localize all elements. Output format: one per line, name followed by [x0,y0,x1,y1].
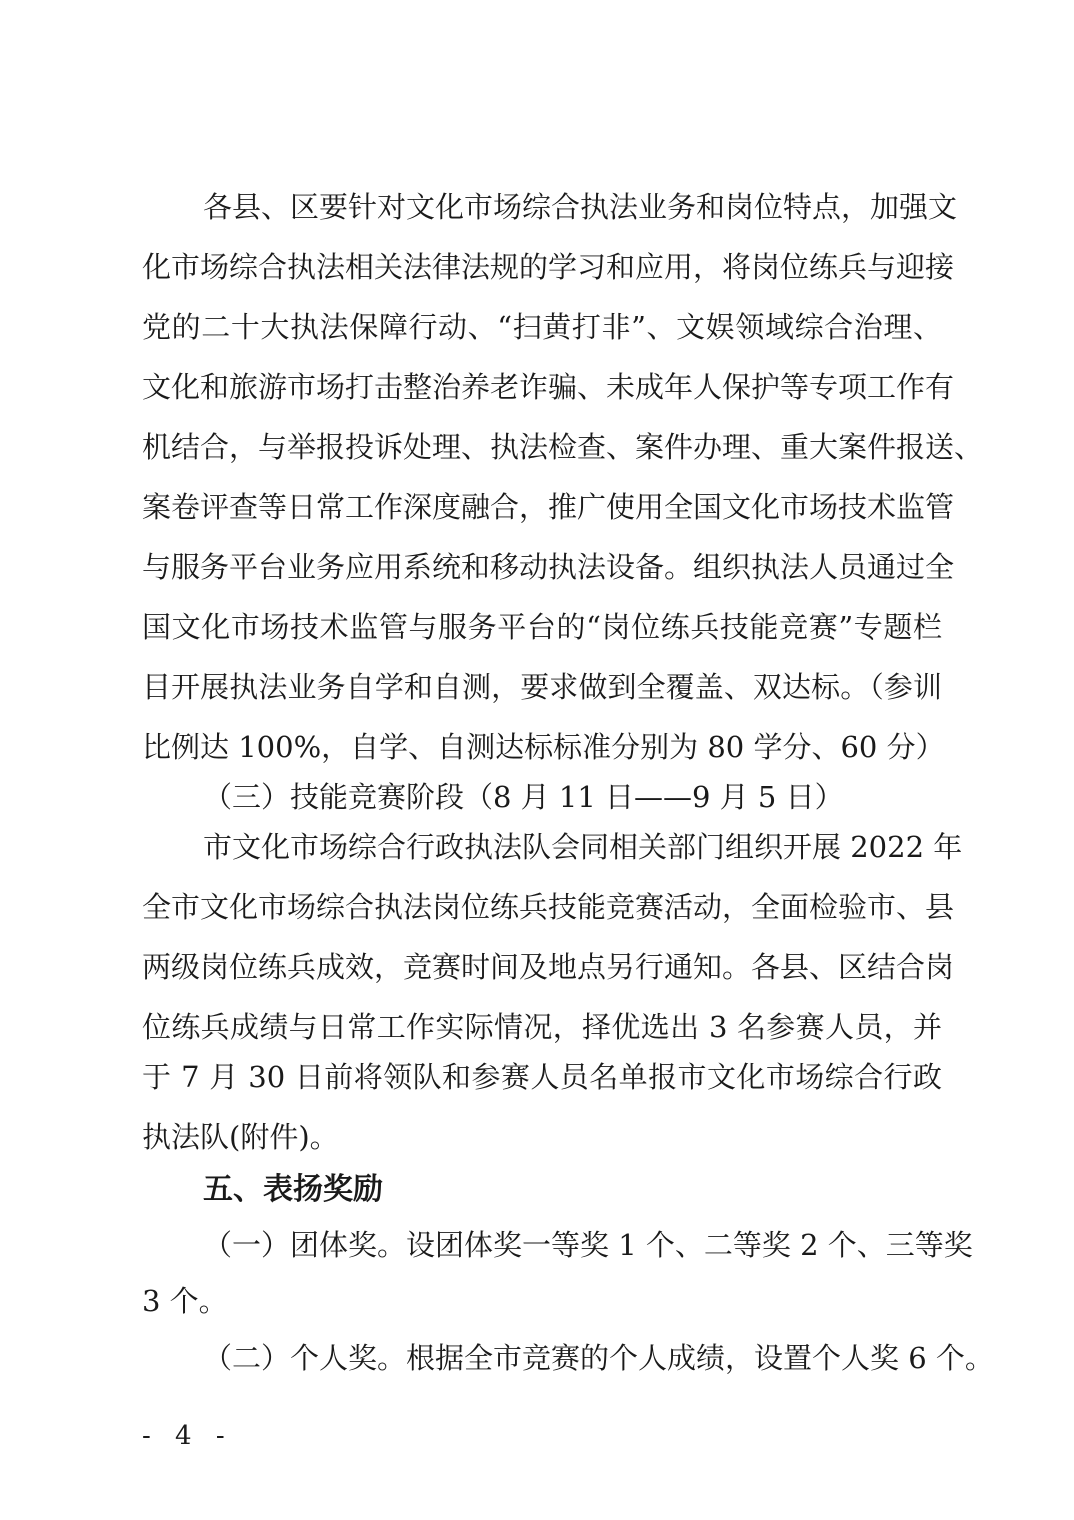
text-line: （一）团体奖。设团体奖一等奖 1 个、二等奖 2 个、三等奖 [203,1228,973,1262]
text-line: 全市文化市场综合执法岗位练兵技能竞赛活动，全面检验市、县 [142,890,955,924]
text-line: 各县、区要针对文化市场综合执法业务和岗位特点，加强文 [203,190,958,224]
section-heading: 五、表扬奖励 [203,1172,383,1207]
text-line: 案卷评查等日常工作深度融合，推广使用全国文化市场技术监管 [142,490,955,524]
text-line: 国文化市场技术监管与服务平台的“岗位练兵技能竞赛”专题栏 [142,610,942,644]
page-number: - 4 - [142,1421,233,1451]
text-line: 比例达 100%，自学、自测达标标准分别为 80 学分、60 分） [142,730,945,764]
text-line: 两级岗位练兵成效，竞赛时间及地点另行通知。各县、区结合岗 [142,950,955,984]
text-line: （二）个人奖。根据全市竞赛的个人成绩，设置个人奖 6 个。 [203,1341,994,1375]
section-subheading: （三）技能竞赛阶段（8 月 11 日——9 月 5 日） [203,780,844,814]
text-line: 于 7 月 30 日前将领队和参赛人员名单报市文化市场综合行政 [142,1060,942,1094]
text-line: 与服务平台业务应用系统和移动执法设备。组织执法人员通过全 [142,550,955,584]
text-line: 化市场综合执法相关法律法规的学习和应用，将岗位练兵与迎接 [142,250,955,284]
text-line: 位练兵成绩与日常工作实际情况，择优选出 3 名参赛人员，并 [142,1010,942,1044]
text-line: 执法队(附件)。 [142,1120,339,1154]
text-line: 3 个。 [142,1284,228,1318]
text-line: 市文化市场综合行政执法队会同相关部门组织开展 2022 年 [203,830,963,864]
text-line: 党的二十大执法保障行动、“扫黄打非”、文娱领域综合治理、 [142,310,942,344]
text-line: 目开展执法业务自学和自测，要求做到全覆盖、双达标。（参训 [142,670,942,704]
text-line: 机结合，与举报投诉处理、执法检查、案件办理、重大案件报送、 [142,430,984,464]
text-line: 文化和旅游市场打击整治养老诈骗、未成年人保护等专项工作有 [142,370,955,404]
